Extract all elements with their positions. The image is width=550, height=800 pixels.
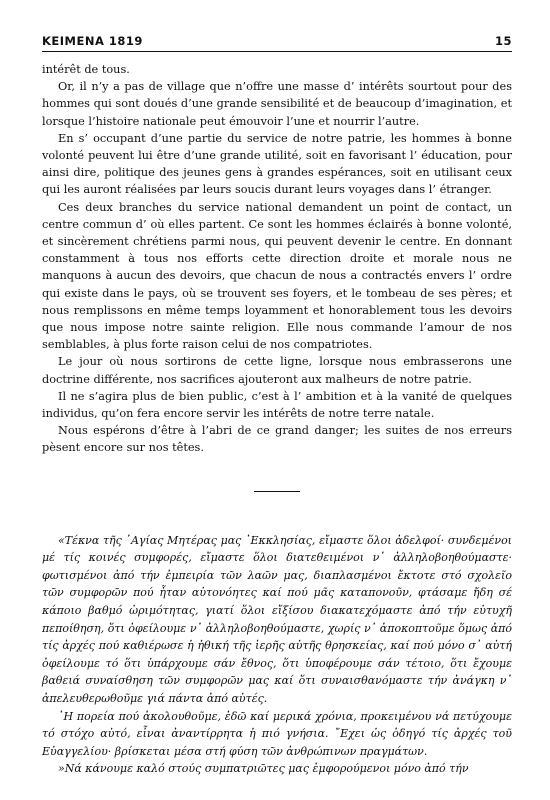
paragraph: Nous espérons d’être à l’abri de ce grand danger; les suites de nos erreurs pèsent encore sur nos têtes. [42,424,512,455]
paragraph: intérêt de tous. [42,63,130,76]
paragraph: Le jour où nous sortirons de cette ligne, lorsque nous embrasserons une doctrine différente, nos sacrifices ajouteront aux malheurs de notre patrie. [42,355,512,386]
paragraph: «Τέκνα τῆς ῾Αγίας Μητέρας μας ᾿Εκκλησίας, εἴμαστε ὅλοι ἀδελφοί· συνδεμένοι μέ τίς κοινές συμφορές, εἴμαστε ὅλοι διατεθειμένοι ν᾿ ἀλληλοβοηθούμαστε· φωτισμένοι ἀπό τήν ἐμπειρία τῶν λαῶν μας, διαπλασμένοι ἔκτοτε στό σχολεῖο τῶν συμφορῶν πού ἦταν αὐτονόητες καί πού μᾶς καταπονοῦν, φτάσαμε ἤδη σέ κάποιο βαθμό ὡριμότητας, γιατί ὅλοι εἴξίσου διακατεχόμαστε ἀπό τήν εὐτυχῆ πεποίθηση, ὅτι ὀφείλουμε ν᾿ ἀλληλοβοηθούμαστε, χωρίς ν᾿ ἀποκοπτοῦμε ὅμως ἀπό τίς ἀρχές πού καθιέρωσε ἡ ἠθική τῆς ἱερῆς αὐτῆς θρησκείας, καί πού μόνο σ᾿ αὐτή ὀφείλουμε τό ὅτι ὑπάρχουμε σάν ἔθνος, ὅτι ὑποφέρουμε σάν τέτοιο, ὅτι ἔχουμε βαθειά συναίσθηση τῶν συμφορῶν μας καί ὅτι συναισθανόμαστε τήν ἀνάγκη ν᾿ ἀπελευθερωθοῦμε γιά πάντα ἀπό αὐτές. [42,533,512,706]
page [42,34,512,778]
page-number: 15 [494,34,512,48]
paragraph: En s’ occupant d’une partie du service de notre patrie, les hommes à bonne volonté peuvent lui être d’une grande utilité, soit en favorisant l’ éducation, pour ainsi dire, politique des jeunes gens à grandes espérances, soit en utilisant ceux qui les auront réalisées par leurs soucis durant leurs voyages dans l’ étranger. [42,131,512,197]
paragraph: Ces deux branches du service national demandent un point de contact, un centre commun d’ où elles partent. Ce sont les hommes éclairés à bonne volonté, et sincèrement chrétiens parmi nous, qui peuvent devenir le centre. En donnant constamment à tous nos efforts cette direction droite et morale nous ne manquons à aucun des devoirs, que chacun de nous a contractés envers l’ ordre qui existe dans le pays, où se trouvent ses foyers, et le tombeau de ses pères; et nous remplissons en même temps loyamment et honorablement tous les devoirs que nous impose notre sainte religion. Elle nous commande l’amour de nos semblables, à plus forte raison celui de nos compatriotes. [42,200,512,352]
paragraph: ῾Η πορεία πού ἀκολουθοῦμε, ἐδῶ καί μερικά χρόνια, προκειμένου νά πετύχουμε τό στόχο αὐτό, εἶναι ἀναντίρρητα ἡ πιό γνήσια. ῎Εχει ὡς ὁδηγό τίς ἀρχές τοῦ Εὐαγγελίου· βρίσκεται μέσα στή φύση τῶν ἀνθρώπινων πραγμάτων. [42,709,512,758]
paragraph: Or, il n’y a pas de village que n’offre une masse d’ intérêts sourtout pour des hommes qui sont doués d’une grande sensibilité et de beaucoup d’imagination, et lorsque l’histoire nationale peut émouvoir l’une et nourrir l’autre. [42,80,512,128]
section-divider [254,491,300,492]
paragraph: »Νά κάνουμε καλό στούς συμπατριῶτες μας ἐμφορούμενοι μόνο ἀπό τήν [58,762,469,776]
paragraph: Il ne s’agira plus de bien public, c’est à l’ ambition et à la vanité de quelques individus, qu’on fera encore servir les intérêts de notre terre natale. [42,389,512,421]
greek-text [42,532,512,778]
running-header [42,34,512,52]
header-title: KEIMENA 1819 [42,34,143,48]
french-text [42,61,512,457]
